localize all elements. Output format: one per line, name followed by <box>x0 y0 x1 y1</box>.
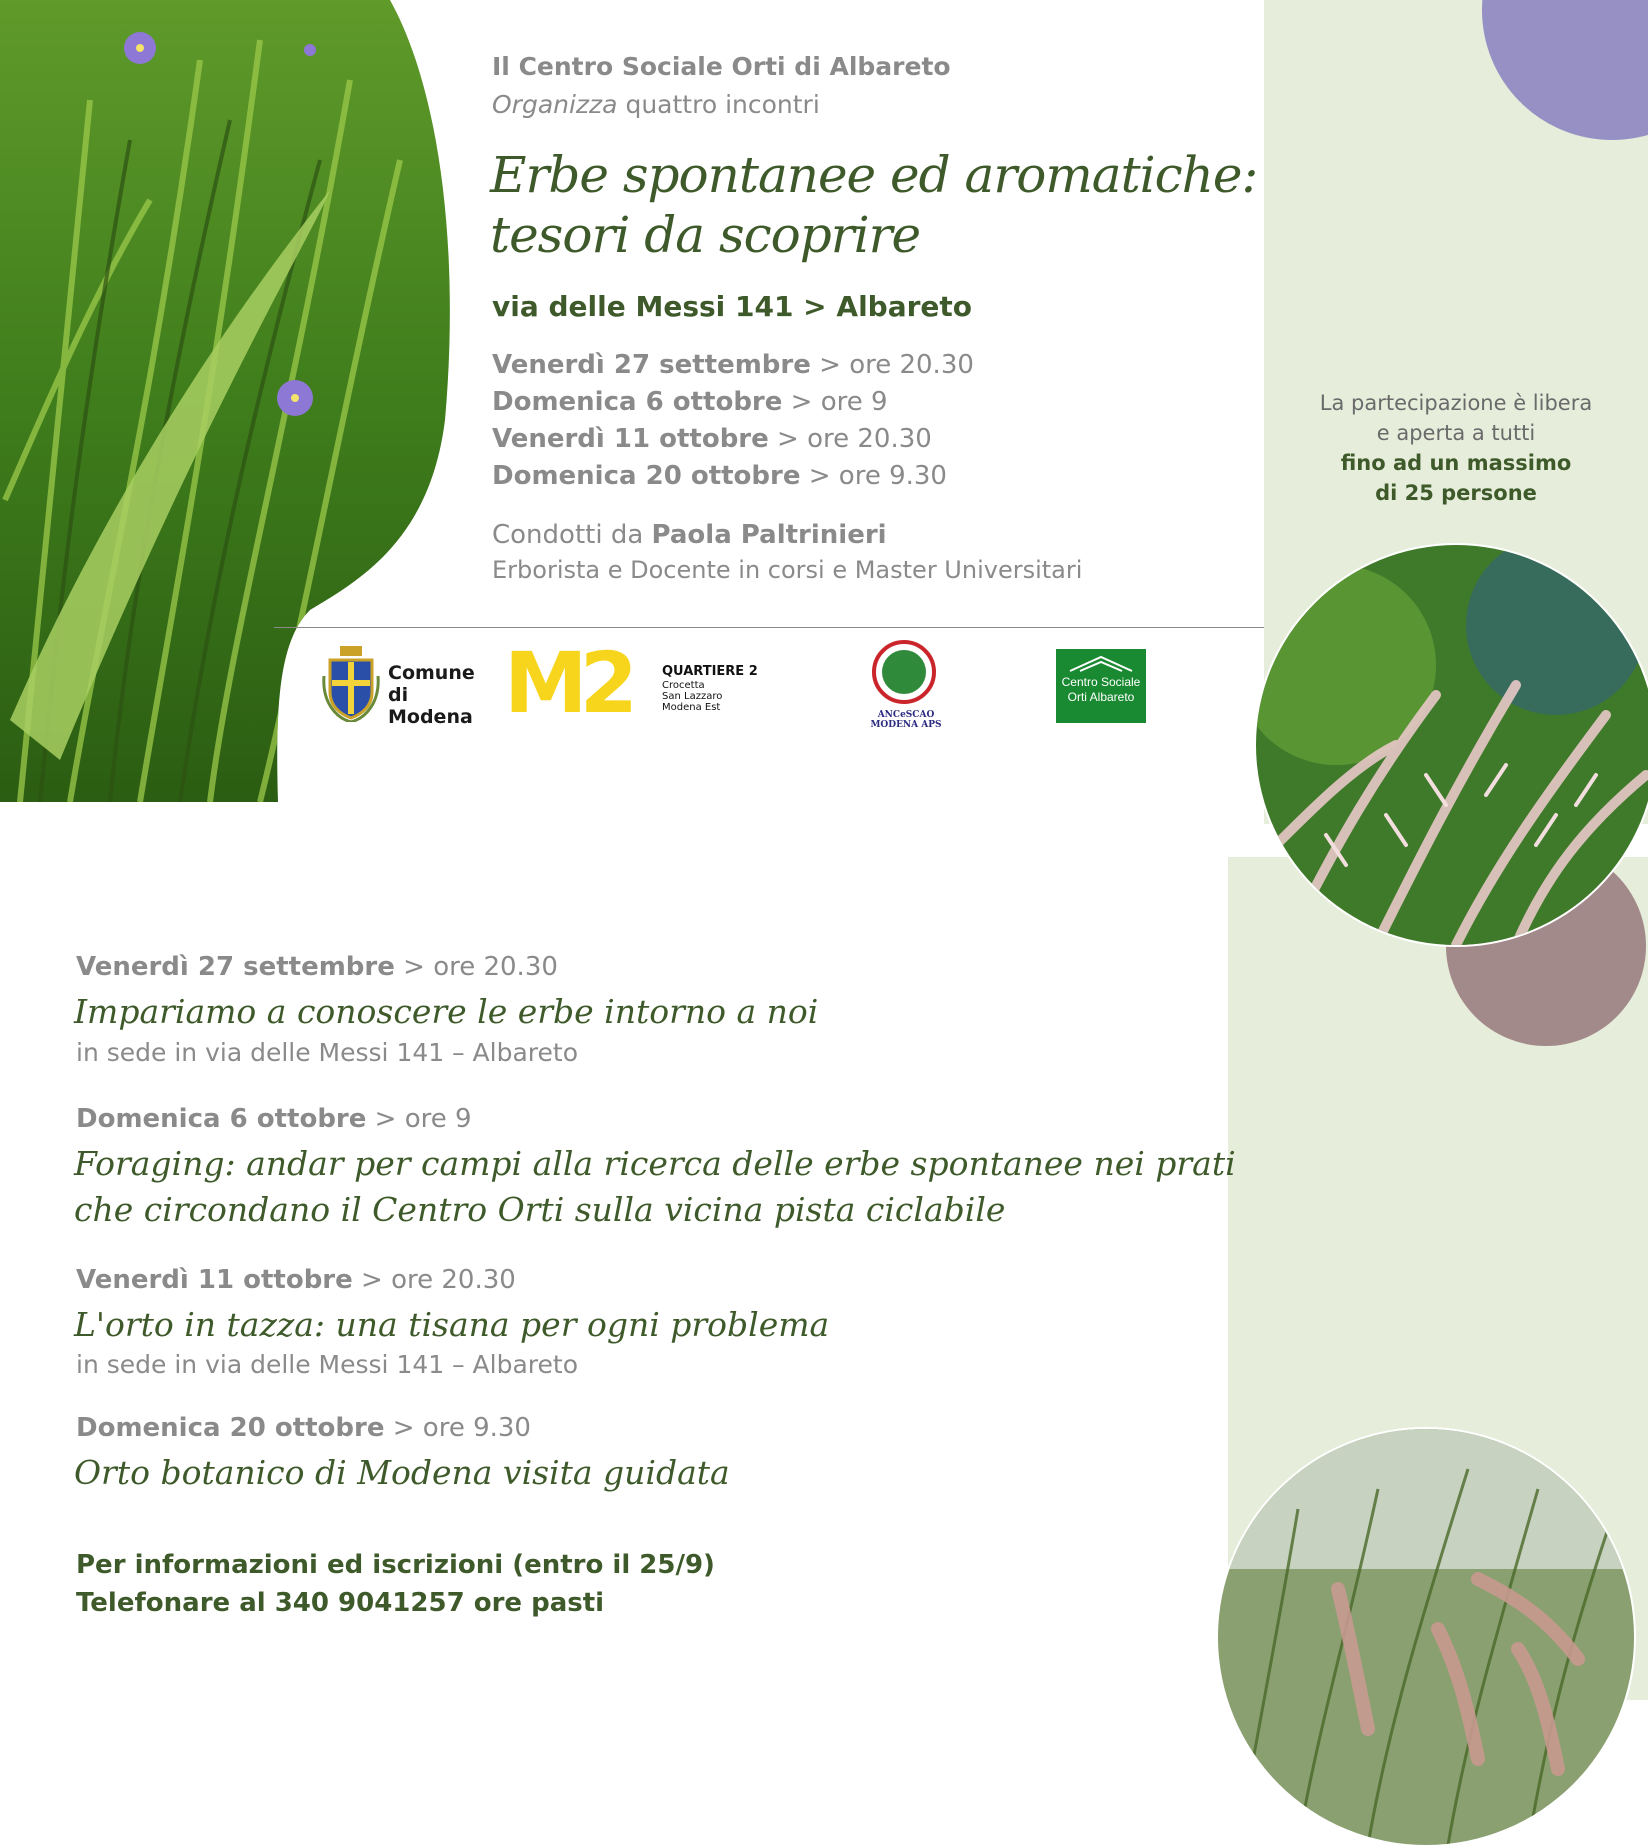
q2-title: QUARTIERE 2 <box>662 664 758 679</box>
program-title: Orto botanico di Modena visita guidata <box>74 1453 730 1492</box>
q2-line-3: Modena Est <box>662 702 721 713</box>
centro-sociale-orti-logo <box>1056 649 1146 723</box>
program-date <box>76 952 558 982</box>
program-time: > ore 20.30 <box>394 952 558 982</box>
program-place: in sede in via delle Messi 141 – Albareto <box>76 1350 579 1379</box>
conductor-name: Paola Paltrinieri <box>651 520 887 550</box>
program-title: L'orto in tazza: una tisana per ogni problema <box>74 1305 830 1344</box>
schedule-item <box>492 461 947 491</box>
program-day: Venerdì 27 settembre <box>76 952 395 982</box>
fountain-grass-photo-circle <box>1216 1427 1636 1847</box>
house-roof-icon <box>1068 655 1134 673</box>
event-venue: via delle Messi 141 > Albareto <box>492 290 973 323</box>
program-day: Domenica 6 ottobre <box>76 1104 367 1134</box>
cso-line-1: Centro Sociale <box>1061 675 1141 689</box>
crest-icon <box>322 646 380 722</box>
ancescao-label: ANCeSCAO MODENA APS <box>870 710 942 730</box>
grass-photo-circle <box>1254 543 1648 947</box>
schedule-time: > ore 20.30 <box>768 424 932 454</box>
event-title-line-1: Erbe spontanee ed aromatiche: <box>490 146 1258 204</box>
schedule-time: > ore 9 <box>782 387 888 417</box>
conductor-prefix: Condotti da <box>492 520 652 550</box>
schedule-day: Venerdì 27 settembre <box>492 350 811 380</box>
schedule-day: Domenica 20 ottobre <box>492 461 801 491</box>
organizer-subtitle-rest: quattro incontri <box>617 90 820 119</box>
conductor-role: Erborista e Docente in corsi e Master Universitari <box>492 556 1083 584</box>
program-title-continued: che circondano il Centro Orti sulla vicina pista ciclabile <box>74 1190 1006 1229</box>
tree-icon <box>882 650 926 694</box>
program-date <box>76 1265 516 1295</box>
organizer-subtitle-italic: Organizza <box>492 90 618 119</box>
participation-line-1: La partecipazione è libera <box>1319 391 1593 415</box>
program-day: Domenica 20 ottobre <box>76 1413 385 1443</box>
program-time: > ore 20.30 <box>352 1265 516 1295</box>
ancescao-logo <box>856 636 956 728</box>
schedule-item <box>492 350 974 380</box>
schedule-time: > ore 20.30 <box>810 350 974 380</box>
divider <box>274 627 1264 628</box>
program-title: Foraging: andar per campi alla ricerca delle erbe spontanee nei prati <box>74 1144 1236 1183</box>
organizer-name: Il Centro Sociale Orti di Albareto <box>492 52 951 81</box>
event-title-line-2: tesori da scoprire <box>490 206 921 264</box>
contact-info-line-1: Per informazioni ed iscrizioni (entro il 25/9) <box>76 1550 715 1580</box>
schedule-day: Domenica 6 ottobre <box>492 387 783 417</box>
schedule-day: Venerdì 11 ottobre <box>492 424 769 454</box>
organizer-subtitle <box>492 90 820 119</box>
participation-line-4: di 25 persone <box>1375 481 1537 505</box>
program-date <box>76 1104 472 1134</box>
schedule-time: > ore 9.30 <box>800 461 947 491</box>
modena-line-2: di Modena <box>388 684 473 728</box>
quartiere-2-logo <box>504 634 764 732</box>
comune-di-modena-logo <box>322 642 492 728</box>
participation-info <box>1264 388 1648 508</box>
program-date <box>76 1413 531 1443</box>
contact-info-line-2: Telefonare al 340 9041257 ore pasti <box>76 1588 605 1618</box>
conductor-line <box>492 520 887 550</box>
participation-line-3: fino ad un massimo <box>1340 451 1572 475</box>
q2-line-1: Crocetta <box>662 680 705 691</box>
program-day: Venerdì 11 ottobre <box>76 1265 353 1295</box>
schedule-item <box>492 387 888 417</box>
program-time: > ore 9.30 <box>384 1413 531 1443</box>
q2-mark: M2 <box>504 634 631 732</box>
program-time: > ore 9 <box>366 1104 472 1134</box>
program-place: in sede in via delle Messi 141 – Albareto <box>76 1038 579 1067</box>
program-title: Impariamo a conoscere le erbe intorno a noi <box>74 992 819 1031</box>
modena-line-1: Comune <box>388 662 475 684</box>
participation-line-2: e aperta a tutti <box>1376 421 1536 445</box>
q2-line-2: San Lazzaro <box>662 691 723 702</box>
cso-line-2: Orti Albareto <box>1067 690 1135 704</box>
schedule-item <box>492 424 932 454</box>
